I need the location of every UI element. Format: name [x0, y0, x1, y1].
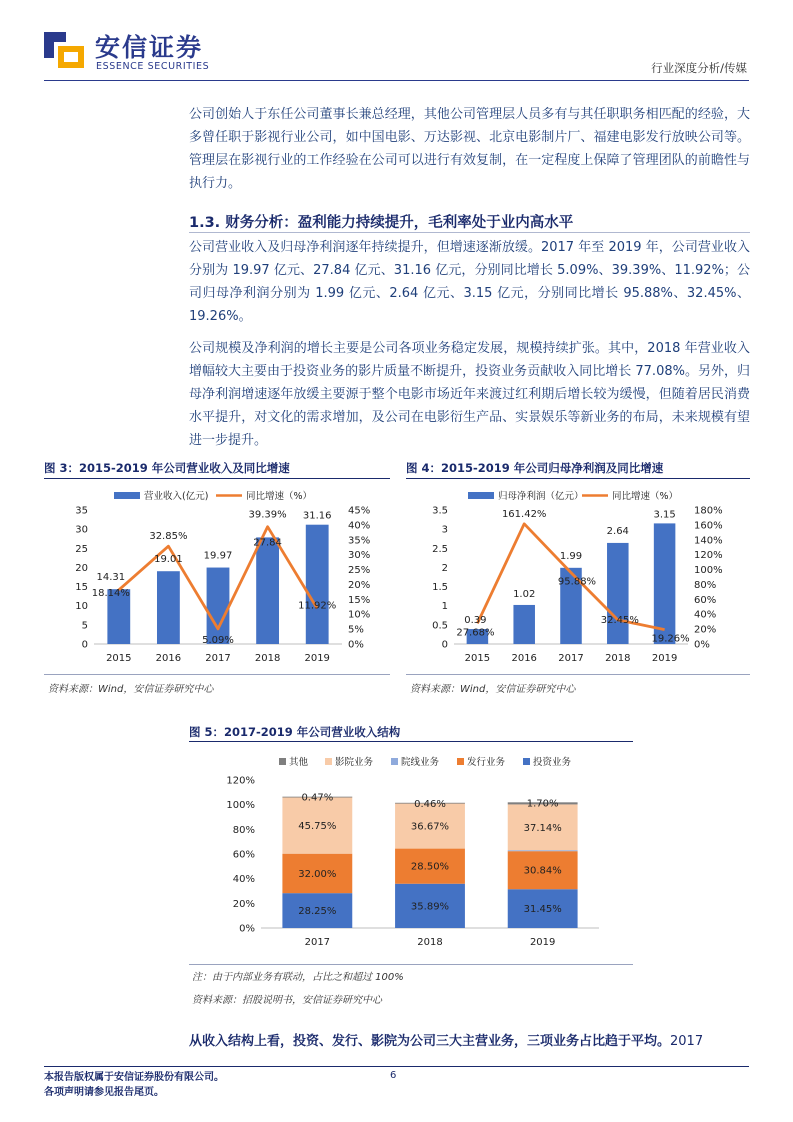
bar-2017 — [207, 568, 230, 644]
y-tick-label: 60% — [232, 849, 255, 861]
bar-value-label: 2.64 — [606, 525, 629, 537]
section-title: 1.3. 财务分析：盈利能力持续提升，毛利率处于业内高水平 — [189, 215, 574, 231]
fig4-chart — [406, 482, 754, 670]
y-tick-label: 3.5 — [432, 505, 448, 517]
y2-tick-label: 0% — [694, 639, 710, 651]
y2-tick-label: 40% — [694, 609, 717, 621]
footer-copyright: 本报告版权属于安信证券股份有限公司。 — [44, 1072, 224, 1083]
section-divider — [189, 232, 750, 233]
y-tick-label: 20% — [232, 898, 255, 910]
segment-value-label: 0.47% — [301, 792, 334, 804]
fig3-caption: 图 3：2015-2019 年公司营业收入及同比增速 — [44, 461, 290, 475]
footer-disclaimer — [44, 1070, 224, 1100]
bar-2019 — [654, 523, 676, 644]
fig3-chart — [44, 482, 394, 670]
legend-swatch — [457, 758, 464, 765]
y2-tick-label: 80% — [694, 579, 717, 591]
legend-swatch — [325, 758, 332, 765]
y-tick-label: 15 — [75, 582, 88, 594]
y-tick-label: 5 — [81, 620, 88, 632]
bar-value-label: 1.02 — [513, 588, 536, 600]
y-tick-label: 100% — [226, 800, 255, 812]
growth-value-label: 32.45% — [600, 614, 639, 626]
bar-value-label: 31.16 — [302, 510, 332, 522]
y-tick-label: 30 — [75, 524, 88, 536]
legend-label-line: 同比增速（%） — [246, 491, 313, 502]
bar-value-label: 27.84 — [253, 537, 282, 549]
y-tick-label: 20 — [75, 562, 88, 574]
growth-value-label: 161.42% — [501, 508, 547, 520]
x-tick-label: 2016 — [155, 653, 182, 664]
y2-tick-label: 100% — [694, 565, 723, 577]
y-tick-label: 2.5 — [432, 543, 448, 555]
bar-2018 — [607, 543, 629, 644]
bar-2016 — [157, 571, 180, 644]
legend-label: 院线业务 — [401, 757, 440, 768]
y-tick-label: 2 — [441, 562, 448, 574]
footer-statement: 各项声明请参见报告尾页。 — [44, 1087, 164, 1098]
bar-2016 — [513, 605, 535, 644]
y-tick-label: 40% — [232, 874, 255, 886]
segment-value-label: 30.84% — [523, 865, 562, 877]
x-tick-label: 2019 — [651, 653, 678, 664]
y-tick-label: 0.5 — [432, 620, 448, 632]
closing-number: 2017 — [670, 1034, 704, 1049]
x-tick-label: 2018 — [417, 937, 443, 948]
legend-swatch — [391, 758, 398, 765]
x-tick-label: 2019 — [304, 653, 330, 664]
x-tick-label: 2017 — [205, 653, 231, 664]
page-number: 6 — [390, 1070, 397, 1081]
fig5-source: 资料来源：招股说明书，安信证券研究中心 — [192, 995, 382, 1006]
paragraph-growth: 公司规模及净利润的增长主要是公司各项业务稳定发展，规模持续扩张。其中，2018 年营业收入增幅较大主要由于投资业务的影片质量不断提升，投资业务贡献收入同比增长 77.08%。另外，归母净利润增速逐年放缓主要源于整个电影市场近年来渡过红利期后增长较为缓慢，但随着居民消费水平提升，对文化的需求增加，及公司在电影衍生产品、实景娱乐等新业务的布局，未来规模有望进一步提升。 — [189, 341, 750, 448]
fig3-caption-line — [44, 478, 390, 479]
y-tick-label: 80% — [232, 824, 255, 836]
bar-value-label: 19.97 — [203, 550, 233, 562]
fig5-bottom-line — [189, 964, 633, 965]
y-tick-label: 0% — [239, 923, 255, 935]
segment-value-label: 37.14% — [523, 822, 562, 834]
y2-tick-label: 35% — [348, 535, 371, 547]
y2-tick-label: 0% — [348, 639, 364, 651]
legend-label-bar: 归母净利润（亿元） — [498, 491, 584, 502]
fig4-source: 资料来源：Wind，安信证券研究中心 — [410, 684, 576, 695]
fig5-caption: 图 5：2017-2019 年公司营业收入结构 — [189, 725, 401, 739]
y2-tick-label: 40% — [348, 520, 371, 532]
y-tick-label: 3 — [441, 524, 448, 536]
logo-mark-icon — [44, 28, 84, 68]
y2-tick-label: 20% — [694, 624, 717, 636]
closing-text: 从收入结构上看，投资、发行、影院为公司三大主营业务，三项业务占比趋于平均。 — [189, 1034, 671, 1049]
bar-value-label: 1.99 — [559, 550, 583, 562]
x-tick-label: 2018 — [254, 653, 281, 664]
segment-value-label: 45.75% — [298, 820, 337, 832]
fig5-chart — [189, 744, 633, 960]
y-tick-label: 1.5 — [432, 582, 448, 594]
growth-value-label: 32.85% — [149, 531, 188, 543]
y-tick-label: 0 — [81, 639, 88, 651]
y2-tick-label: 25% — [348, 565, 371, 577]
y-tick-label: 1 — [441, 601, 448, 613]
fig4-caption: 图 4：2015-2019 年公司归母净利润及同比增速 — [406, 461, 664, 475]
y2-tick-label: 120% — [694, 550, 723, 562]
report-type: 行业深度分析/传媒 — [651, 61, 747, 75]
segment-value-label: 1.70% — [526, 798, 559, 810]
legend-label: 影院业务 — [335, 757, 374, 768]
y2-tick-label: 20% — [348, 579, 371, 591]
growth-value-label: 19.26% — [651, 633, 690, 645]
growth-value-label: 5.09% — [202, 634, 234, 646]
x-tick-label: 2017 — [558, 653, 584, 664]
paragraph-management: 公司创始人于东任公司董事长兼总经理，其他公司管理层人员多有与其任职职务相匹配的经验，大多曾任职于影视行业公司，如中国电影、万达影视、北京电影制片厂、福建电影发行放映公司等。管理层在影视行业的工作经验在公司可以进行有效复制，在一定程度上保障了管理团队的前瞻性与执行力。 — [189, 107, 750, 191]
header-divider — [44, 80, 749, 81]
bar-2018 — [256, 537, 279, 644]
paragraph-revenue: 公司营业收入及归母净利润逐年持续提升，但增速逐渐放缓。2017 年至 2019 年，公司营业收入分别为 19.97 亿元、27.84 亿元、31.16 亿元，分别同比增长 5.09%、39.39%、11.92%；公司归母净利润分别为 1.99 亿元、2.64 亿元、3.15 亿元，分别同比增长 95.88%、32.45%、19.26%。 — [189, 240, 750, 324]
logo-chinese: 安信证券 — [95, 33, 204, 62]
fig5-note: 注：由于内部业务有联动，占比之和超过 100% — [192, 972, 404, 983]
legend-swatch-bar — [114, 492, 140, 499]
fig4-bottom-line — [406, 674, 750, 675]
legend-label: 其他 — [289, 757, 309, 768]
legend-label: 发行业务 — [467, 757, 506, 768]
bar-value-label: 0.39 — [464, 615, 487, 627]
segment-value-label: 28.25% — [298, 906, 337, 918]
segment-value-label: 32.00% — [298, 868, 337, 880]
growth-value-label: 95.88% — [557, 576, 597, 588]
y-tick-label: 120% — [226, 775, 255, 787]
y2-tick-label: 160% — [694, 520, 723, 532]
y2-tick-label: 45% — [348, 505, 371, 517]
y2-tick-label: 140% — [694, 535, 723, 547]
legend-swatch — [279, 758, 286, 765]
logo-english: ESSENCE SECURITIES — [96, 61, 210, 72]
fig4-caption-line — [406, 478, 750, 479]
legend-label-bar: 营业收入(亿元) — [144, 491, 209, 502]
x-tick-label: 2016 — [511, 653, 537, 664]
bar-value-label: 19.01 — [154, 554, 183, 566]
y-tick-label: 25 — [75, 543, 88, 555]
fig5-caption-line — [189, 741, 633, 742]
y-tick-label: 35 — [75, 505, 88, 517]
bar-value-label: 3.15 — [653, 509, 676, 521]
y2-tick-label: 180% — [694, 505, 723, 517]
growth-value-label: 18.14% — [91, 587, 130, 599]
growth-value-label: 39.39% — [248, 509, 287, 521]
x-tick-label: 2015 — [464, 653, 491, 664]
segment-value-label: 35.89% — [410, 901, 450, 913]
x-tick-label: 2018 — [605, 653, 631, 664]
y-tick-label: 0 — [441, 639, 448, 651]
fig3-source: 资料来源：Wind，安信证券研究中心 — [48, 684, 214, 695]
legend-swatch-bar — [468, 492, 494, 499]
y2-tick-label: 60% — [694, 594, 717, 606]
closing-sentence — [189, 1030, 750, 1049]
x-tick-label: 2019 — [529, 937, 556, 948]
segment-value-label: 36.67% — [410, 821, 450, 833]
growth-value-label: 11.92% — [298, 600, 337, 612]
segment-value-label: 0.46% — [414, 798, 446, 810]
fig3-bottom-line — [44, 674, 390, 675]
legend-swatch — [523, 758, 530, 765]
y2-tick-label: 10% — [348, 609, 371, 621]
y2-tick-label: 15% — [348, 594, 371, 606]
bar-2019 — [306, 525, 329, 644]
y2-tick-label: 5% — [348, 624, 364, 636]
legend-label-line: 同比增速（%） — [612, 491, 679, 502]
x-tick-label: 2015 — [106, 653, 132, 664]
x-tick-label: 2017 — [304, 937, 331, 948]
segment-value-label: 28.50% — [410, 861, 450, 873]
segment-value-label: 31.45% — [523, 904, 562, 916]
growth-value-label: 27.68% — [456, 627, 495, 639]
y-tick-label: 10 — [75, 601, 88, 613]
footer-divider — [44, 1066, 749, 1067]
bar-value-label: 14.31 — [96, 572, 126, 584]
legend-label: 投资业务 — [533, 757, 572, 768]
y2-tick-label: 30% — [348, 550, 371, 562]
